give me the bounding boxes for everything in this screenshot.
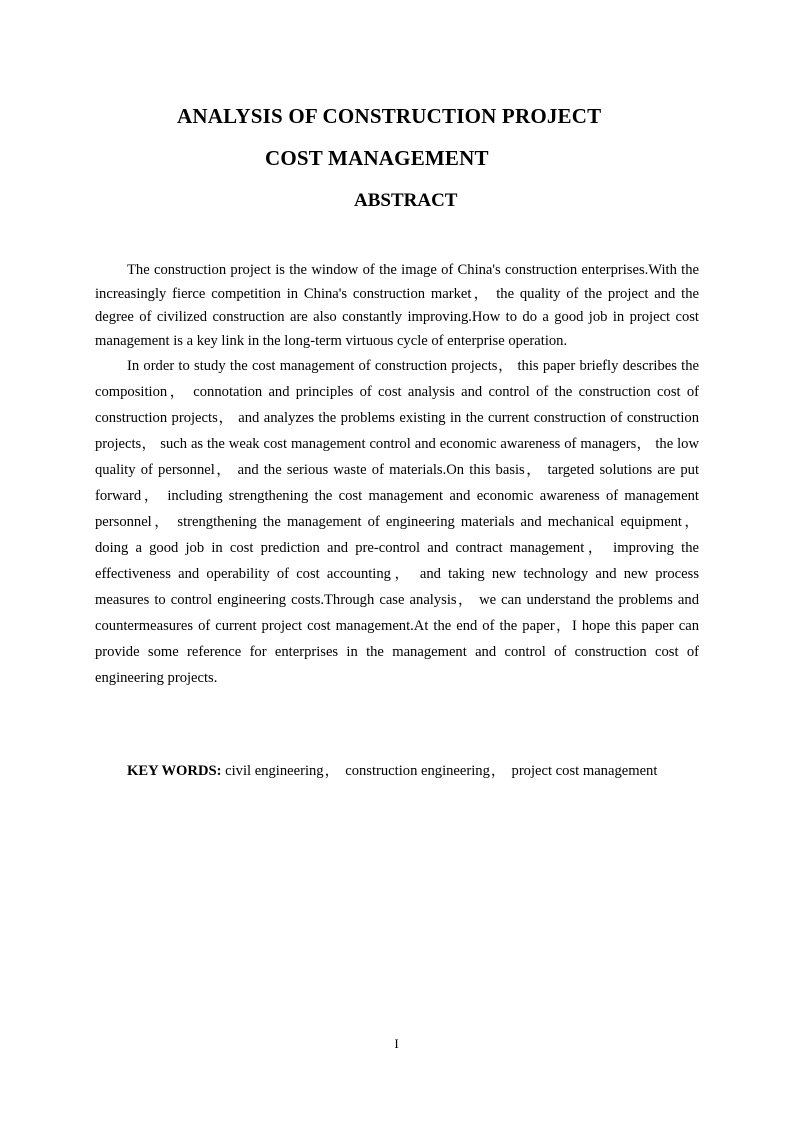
- keyword-item: civil engineering: [225, 763, 324, 779]
- abstract-paragraph-1: The construction project is the window of the image of China's construction enterprises.With the increasingly fierce competition in China's construction market， the quality of the project and the degree of civilized construction are also constantly improving.How to do a good job in project cost management is a key link in the long-term virtuous cycle of enterprise operation.: [95, 262, 699, 349]
- paper-title-line-2: COST MANAGEMENT: [265, 146, 489, 170]
- keywords-label: KEY WORDS:: [127, 763, 222, 779]
- abstract-body: [95, 259, 699, 691]
- keyword-item: project cost management: [511, 763, 658, 779]
- keyword-item: construction engineering: [345, 763, 490, 779]
- page-number: I: [394, 1036, 399, 1051]
- keyword-separator: ，: [490, 763, 506, 779]
- abstract-paragraph-2: In order to study the cost management of construction projects， this paper briefly describes the composition， connotation and principles of cost analysis and control of the construction cost of construction projects， and analyzes the problems existing in the current construction of construction projects， such as the weak cost management control and economic awareness of managers， the low quality of personnel， and the serious waste of materials.On this basis， targeted solutions are put forward， including strengthening the cost management and economic awareness of management personnel， strengthening the management of engineering materials and mechanical equipment， doing a good job in cost prediction and pre-control and contract management， improving the effectiveness and operability of cost accounting， and taking new technology and new process measures to control engineering costs.Through case analysis， we can understand the problems and countermeasures of current project cost management.At the end of the paper，I hope this paper can provide some reference for enterprises in the management and control of construction cost of engineering projects.: [95, 358, 699, 687]
- keyword-separator: ，: [324, 763, 340, 779]
- abstract-heading: ABSTRACT: [354, 190, 458, 211]
- paper-title-line-1: ANALYSIS OF CONSTRUCTION PROJECT: [177, 104, 602, 128]
- keywords-line: [127, 759, 699, 780]
